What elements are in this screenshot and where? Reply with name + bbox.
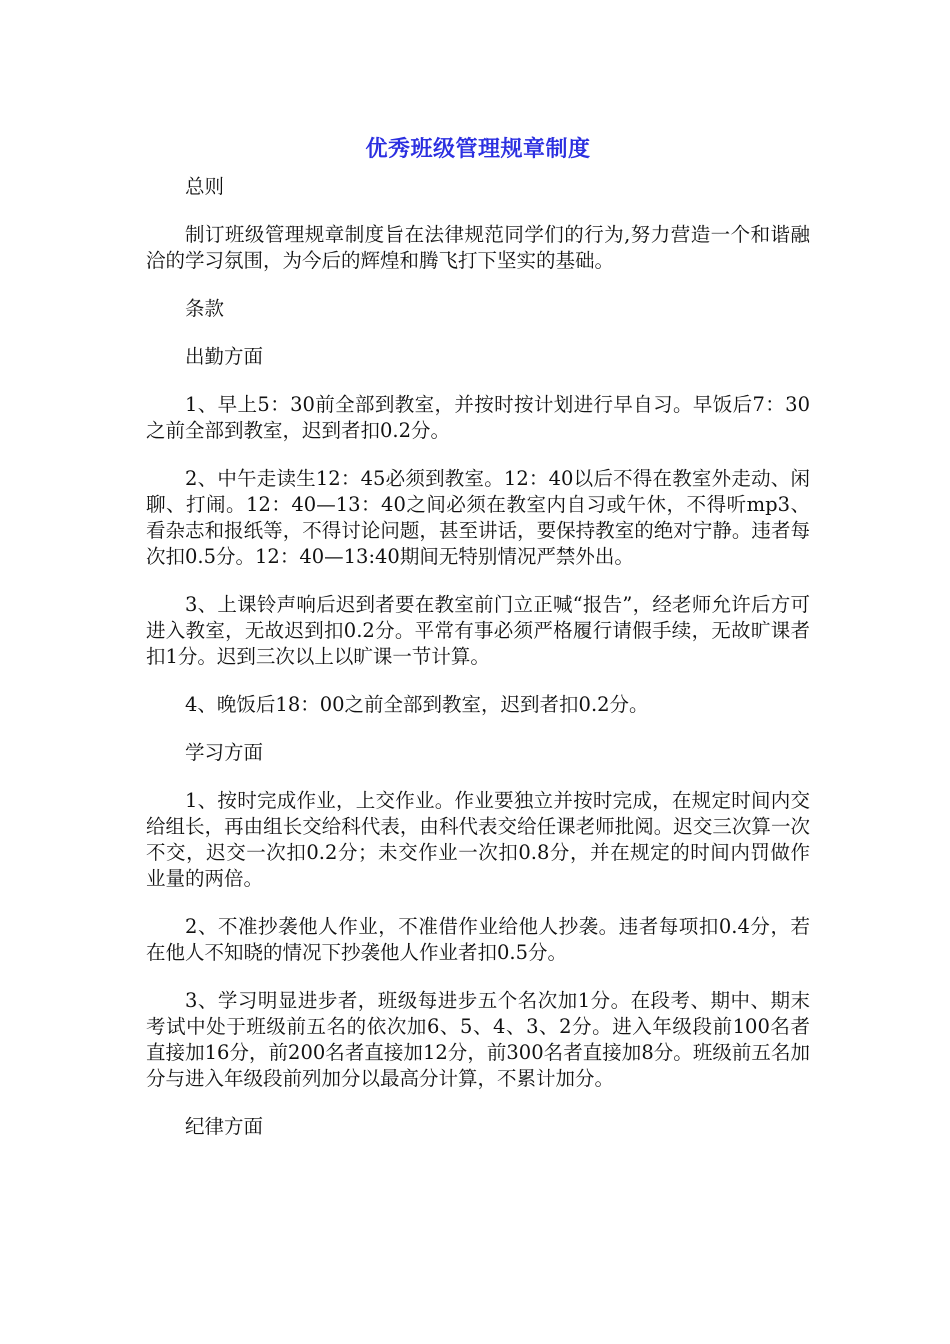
section-heading-discipline: 纪律方面 <box>185 1115 264 1138</box>
section-heading-general: 总则 <box>185 175 225 198</box>
document-title: 优秀班级管理规章制度 <box>365 137 591 162</box>
paragraph-attendance-4: 4、晚饭后18：00之前全部到教室，迟到者扣0.2分。 <box>185 693 649 716</box>
section-heading-study: 学习方面 <box>185 741 264 764</box>
document-page <box>146 132 810 1162</box>
paragraph-study-3: 3、学习明显进步者，班级每进步五个名次加1分。在段考、期中、期末考试中处于班级前五名的依次加6、5、4、3、2分。进入年级段前100名者直接加16分，前200名者直接加12分，前300名者直接加8分。班级前五名加分与进入年级段前列加分以最高分计算，不累计加分。 <box>146 989 810 1090</box>
paragraph-study-1: 1、按时完成作业，上交作业。作业要独立并按时完成，在规定时间内交给组长，再由组长交给科代表，由科代表交给任课老师批阅。迟交三次算一次不交，迟交一次扣0.2分；未交作业一次扣0.8分，并在规定的时间内罚做作业量的两倍。 <box>146 789 810 890</box>
section-heading-clauses: 条款 <box>185 297 225 320</box>
paragraph-attendance-3: 3、上课铃声响后迟到者要在教室前门立正喊“报告”，经老师允许后方可进入教室，无故迟到扣0.2分。平常有事必须严格履行请假手续，无故旷课者扣1分。迟到三次以上以旷课一节计算。 <box>146 593 810 668</box>
paragraph-attendance-1: 1、早上5：30前全部到教室，并按时按计划进行早自习。早饭后7：30之前全部到教室，迟到者扣0.2分。 <box>146 393 810 442</box>
paragraph-study-2: 2、不准抄袭他人作业，不准借作业给他人抄袭。违者每项扣0.4分，若在他人不知晓的情况下抄袭他人作业者扣0.5分。 <box>146 915 810 964</box>
section-heading-attendance: 出勤方面 <box>185 345 264 368</box>
paragraph-general-intro: 制订班级管理规章制度旨在法律规范同学们的行为,努力营造一个和谐融洽的学习氛围，为今后的辉煌和腾飞打下坚实的基础。 <box>146 223 810 272</box>
paragraph-attendance-2: 2、中午走读生12：45必须到教室。12：40以后不得在教室外走动、闲聊、打闹。12：40—13：40之间必须在教室内自习或午休，不得听mp3、看杂志和报纸等，不得讨论问题，甚至讲话，要保持教室的绝对宁静。违者每次扣0.5分。12：40—13:40期间无特别情况严禁外出。 <box>146 467 810 568</box>
